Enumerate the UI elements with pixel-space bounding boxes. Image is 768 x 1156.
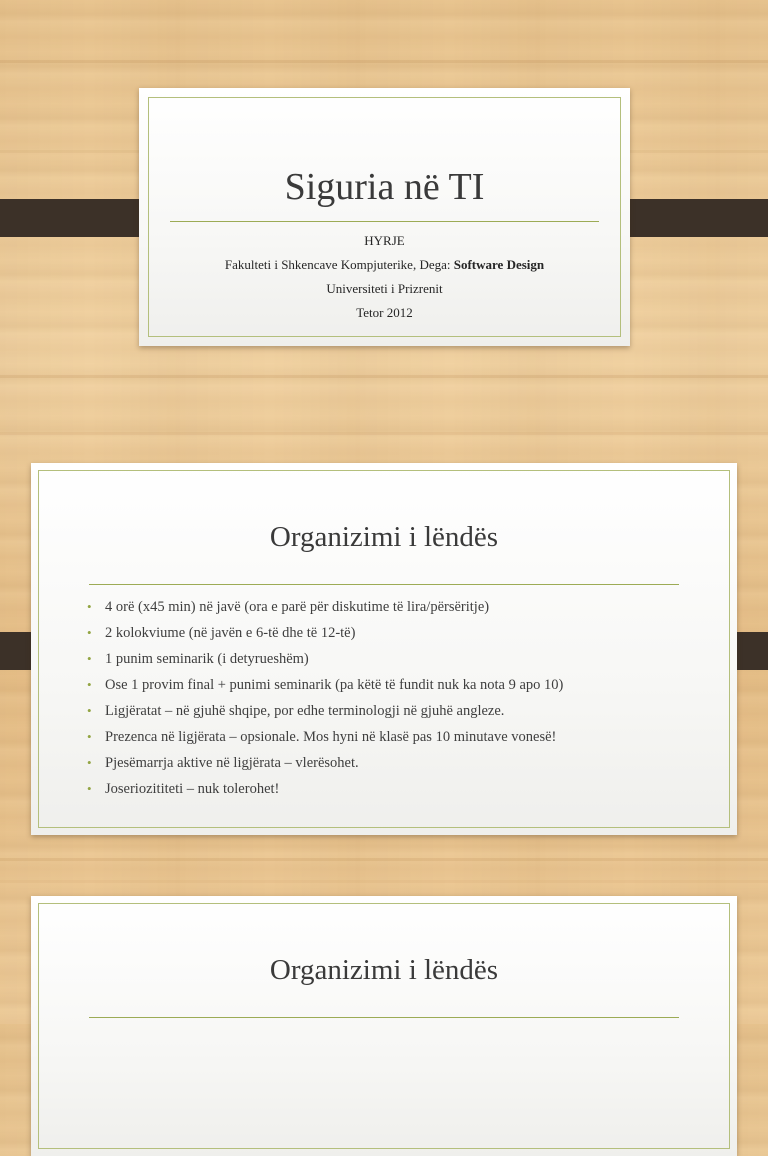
bullet-item xyxy=(87,750,707,776)
title-divider xyxy=(170,221,599,222)
bullet-text: Ligjëratat – në gjuhë shqipe, por edhe terminologji në gjuhë angleze. xyxy=(105,703,505,719)
slide1-band-left xyxy=(0,199,155,237)
title-divider xyxy=(89,1017,679,1018)
date: Tetor 2012 xyxy=(356,305,413,320)
wood-grain xyxy=(0,375,768,378)
wood-grain xyxy=(0,432,768,435)
bullet-icon: • xyxy=(87,703,92,718)
bullet-text: Ose 1 provim final + punimi seminarik (pa këtë të fundit nuk ka nota 9 apo 10) xyxy=(105,677,564,693)
slide-title: Organizimi i lëndës xyxy=(269,521,499,553)
bullet-item xyxy=(87,724,707,750)
bullet-text: Pjesëmarrja aktive në ligjërata – vlerësohet. xyxy=(105,755,359,771)
bullet-text: 2 kolokviume (në javën e 6-të dhe të 12-të) xyxy=(105,625,356,641)
subtitle-block xyxy=(139,229,630,325)
bullet-text: Prezenca në ligjërata – opsionale. Mos hyni në klasë pas 10 minutave vonesë! xyxy=(105,729,557,745)
faculty-line xyxy=(139,253,630,277)
bullet-icon: • xyxy=(87,599,92,614)
bullet-item xyxy=(87,620,707,646)
content-slide-2[interactable] xyxy=(31,896,737,1156)
bullet-icon: • xyxy=(87,651,92,666)
title-divider xyxy=(89,584,679,585)
content-slide[interactable] xyxy=(31,463,737,835)
bullet-icon: • xyxy=(87,781,92,796)
bullet-icon: • xyxy=(87,625,92,640)
bullet-item xyxy=(87,672,707,698)
bullet-item xyxy=(87,776,707,802)
wood-grain xyxy=(0,880,768,883)
bullet-item xyxy=(87,698,707,724)
slide-title: Siguria në TI xyxy=(284,166,485,208)
slide-title: Organizimi i lëndës xyxy=(269,954,499,986)
wood-grain xyxy=(0,60,768,63)
bullet-icon: • xyxy=(87,677,92,692)
slide1-band-right xyxy=(612,199,768,237)
bullet-text: 1 punim seminarik (i detyrueshëm) xyxy=(105,651,309,667)
bullet-list xyxy=(87,594,707,802)
faculty-branch: Software Design xyxy=(453,257,545,272)
subtitle: HYRJE xyxy=(364,233,405,248)
bullet-text: Joseriozititeti – nuk tolerohet! xyxy=(105,781,280,797)
bullet-icon: • xyxy=(87,729,92,744)
title-slide[interactable] xyxy=(139,88,630,346)
bullet-item xyxy=(87,594,707,620)
bullet-item xyxy=(87,646,707,672)
university: Universiteti i Prizrenit xyxy=(326,281,443,296)
faculty-prefix: Fakulteti i Shkencave Kompjuterike, Dega: xyxy=(224,257,454,272)
bullet-text: 4 orë (x45 min) në javë (ora e parë për diskutime të lira/përsëritje) xyxy=(105,599,490,615)
wood-grain xyxy=(0,858,768,861)
bullet-icon: • xyxy=(87,755,92,770)
slide-frame xyxy=(38,903,730,1149)
